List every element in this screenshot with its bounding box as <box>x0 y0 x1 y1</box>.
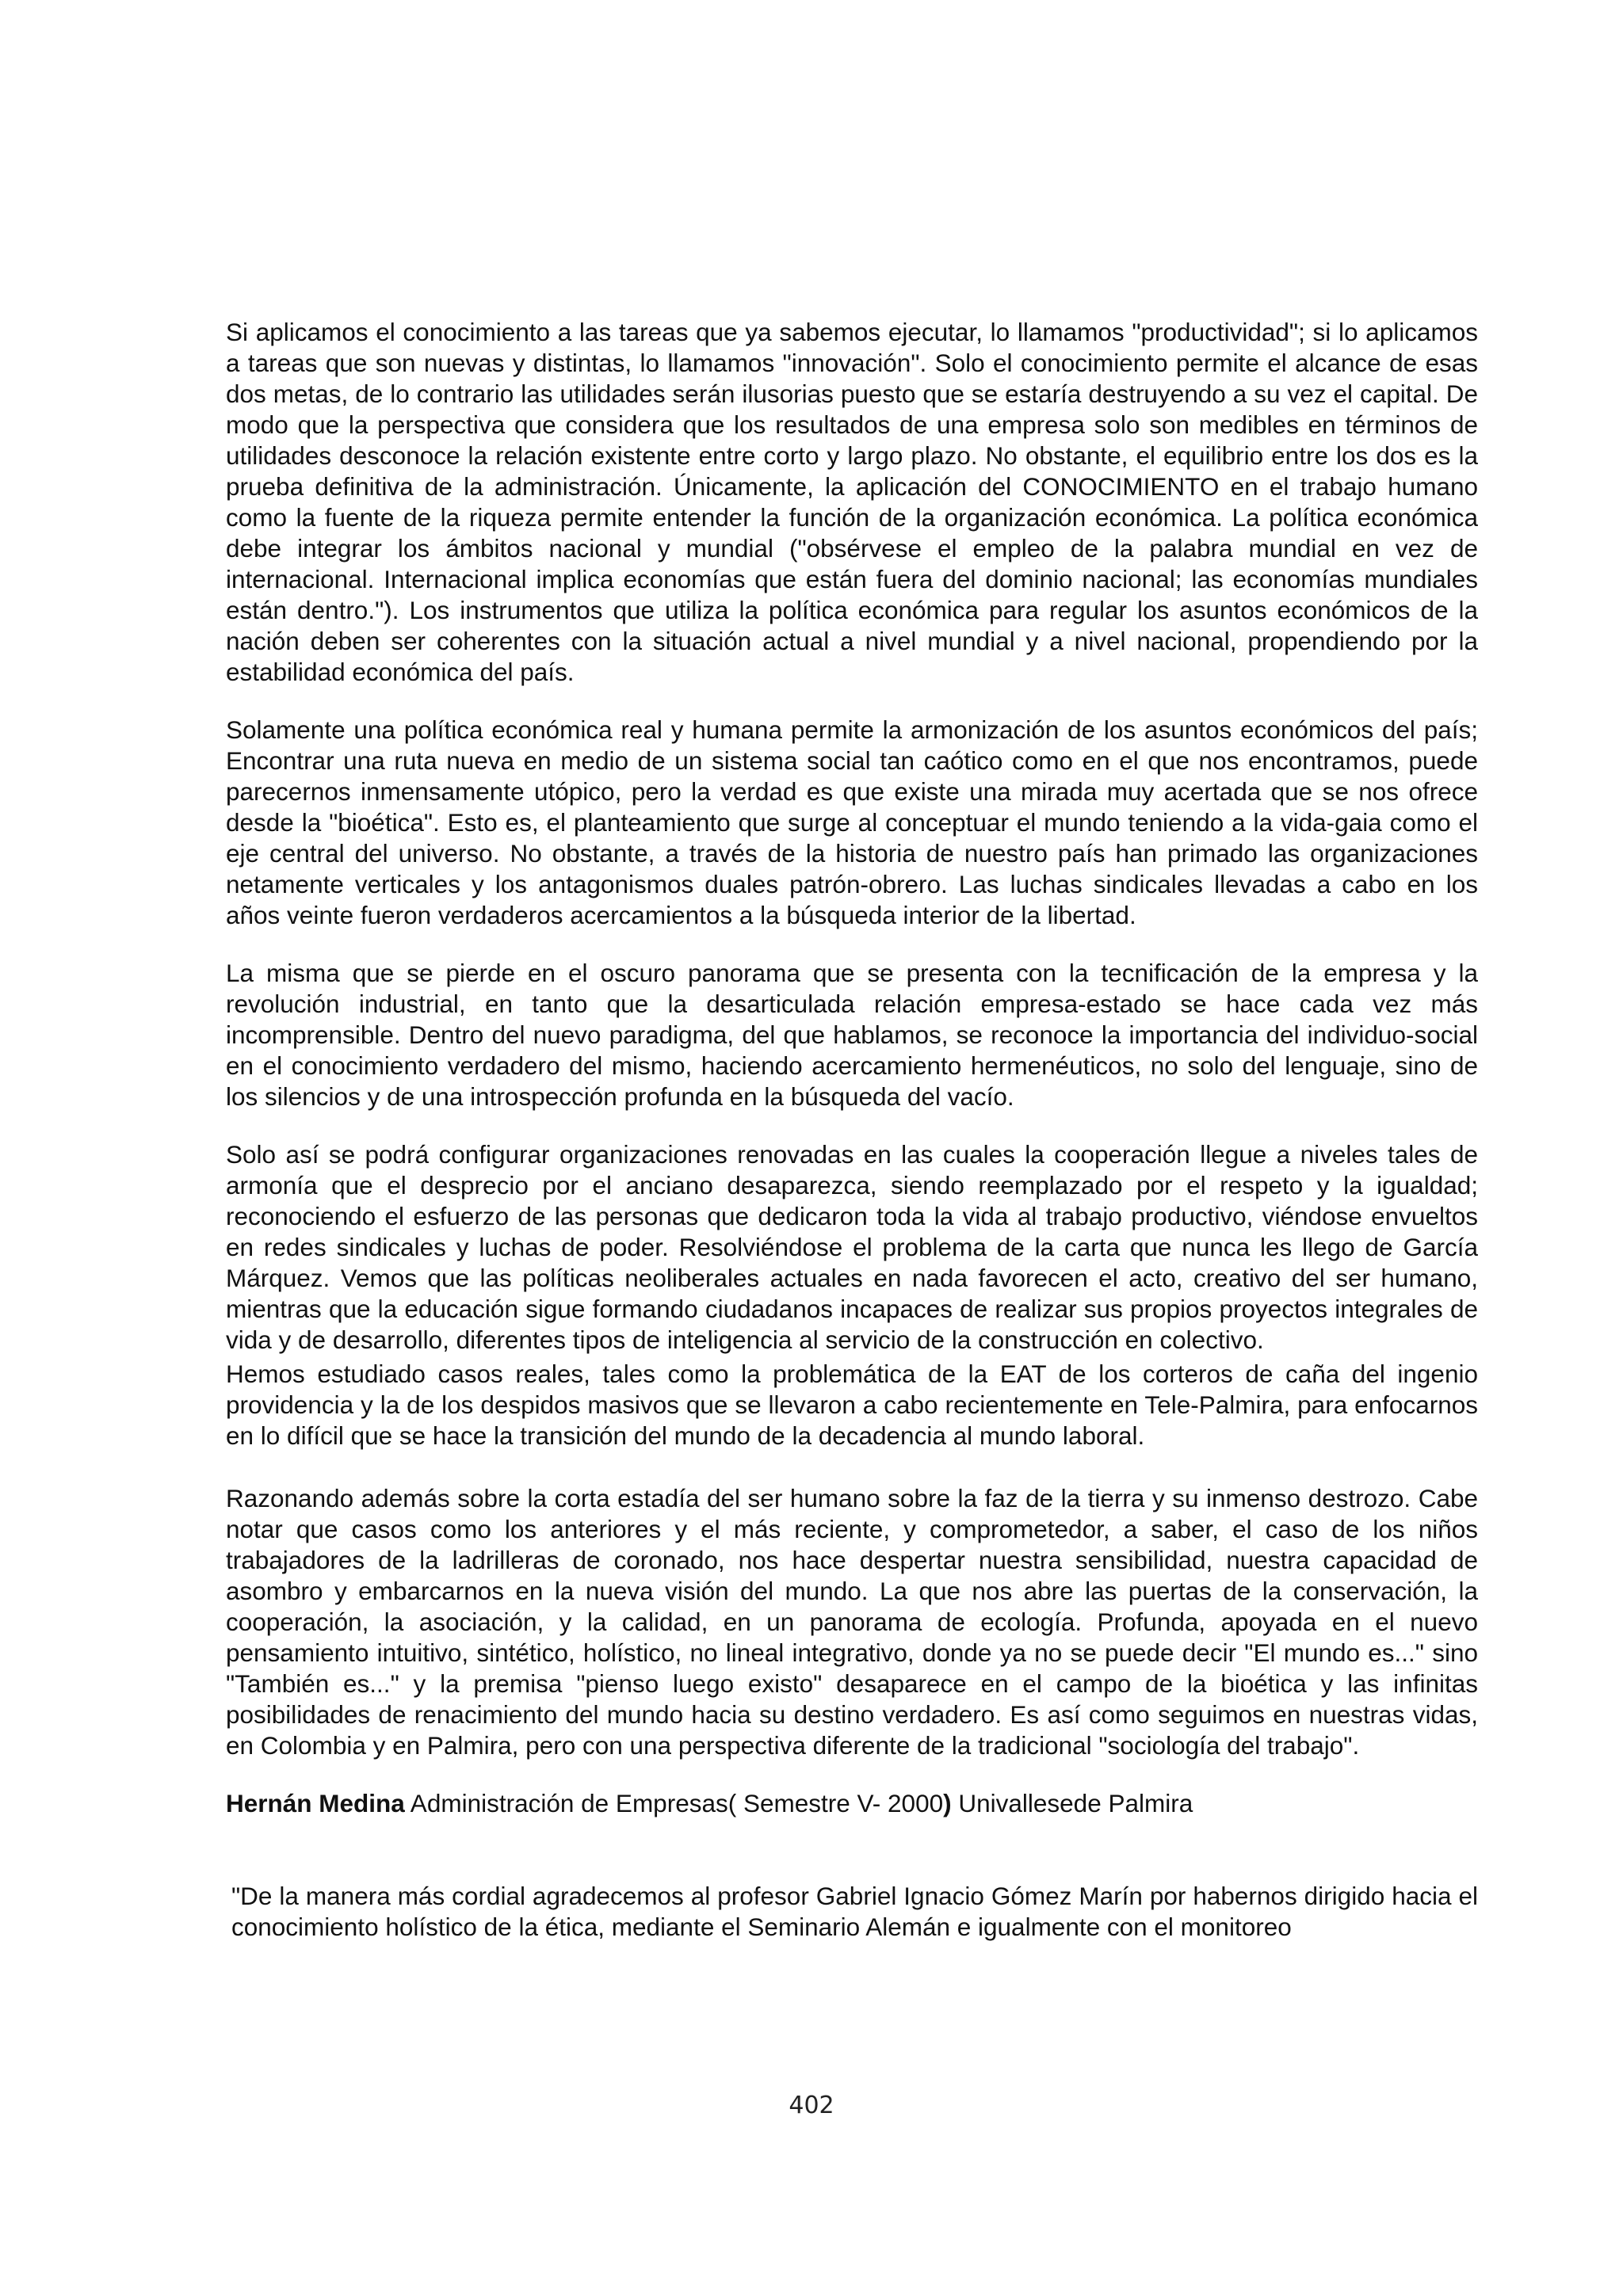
author-name: Hernán Medina <box>226 1789 405 1817</box>
page-number: 402 <box>789 2092 834 2119</box>
paragraph-bioethics: Solamente una política económica real y humana permite la armonización de los asuntos económicos del país; Encontrar una ruta nueva en medio de un sistema social tan caótico como en el que nos encontramos, puede parecernos inmensamente utópico, pero la verdad es que existe una mirada muy acertada que se nos ofrece desde la "bioética". Esto es, el planteamiento que surge al conceptuar el mundo teniendo a la vida-gaia como el eje central del universo. No obstante, a través de la historia de nuestro país han primado las organizaciones netamente verticales y los antagonismos duales patrón-obrero. Las luchas sindicales llevadas a cabo en los años veinte fueron verdaderos acercamientos a la búsqueda interior de la libertad. <box>226 715 1478 929</box>
author-signature <box>226 1788 1478 1819</box>
author-program: Administración de Empresas( Semestre V- 2000 <box>404 1789 944 1817</box>
author-program-paren: ) <box>943 1789 952 1817</box>
body-text <box>226 317 1478 1943</box>
paragraph-case-studies: Hemos estudiado casos reales, tales como la problemática de la EAT de los corteros de caña del ingenio providencia y la de los despidos masivos que se llevaron a cabo recientemente en Tele-Palmira, para enfocarnos en lo difícil que se hace la transición del mundo de la decadencia al mundo laboral. <box>226 1360 1478 1450</box>
author-institution: Univallesede Palmira <box>951 1789 1193 1817</box>
paragraph-reasoning: Razonando además sobre la corta estadía del ser humano sobre la faz de la tierra y su inmenso destrozo. Cabe notar que casos como los anteriores y el más reciente, y comprometedor, a saber, el caso de los niños trabajadores de la ladrilleras de coronado, nos hace despertar nuestra sensibilidad, nuestra capacidad de asombro y embarcarnos en la nueva visión del mundo. La que nos abre las puertas de la conservación, la cooperación, la asociación, y la calidad, en un panorama de ecología. Profunda, apoyada en el nuevo pensamiento intuitivo, sintético, holístico, no lineal integrativo, donde ya no se puede decir "El mundo es..." sino "También es..." y la premisa "pienso luego existo" desaparece en el campo de la bioética y las infinitas posibilidades de renacimiento del mundo hacia su destino verdadero. Es así como seguimos en nuestras vidas, en Colombia y en Palmira, pero con una perspectiva diferente de la tradicional "sociología del trabajo". <box>226 1484 1478 1760</box>
acknowledgement-quote: "De la manera más cordial agradecemos al profesor Gabriel Ignacio Gómez Marín por habernos dirigido hacia el conocimiento holístico de la ética, mediante el Seminario Alemán e igualmente con el monitoreo <box>231 1882 1478 1941</box>
paragraph-organizations: Solo así se podrá configurar organizaciones renovadas en las cuales la cooperación llegue a niveles tales de armonía que el desprecio por el anciano desaparezca, siendo reemplazado por el respeto y la igualdad; reconociendo el esfuerzo de las personas que dedicaron toda la vida al trabajo productivo, viéndose envueltos en redes sindicales y luchas de poder. Resolviéndose el problema de la carta que nunca les llego de García Márquez. Vemos que las políticas neoliberales actuales en nada favorecen el acto, creativo del ser humano, mientras que la educación sigue formando ciudadanos incapaces de realizar sus propios proyectos integrales de vida y de desarrollo, diferentes tipos de inteligencia al servicio de la construcción en colectivo. <box>226 1140 1478 1354</box>
paragraph-paradigm: La misma que se pierde en el oscuro panorama que se presenta con la tecnificación de la empresa y la revolución industrial, en tanto que la desarticulada relación empresa-estado se hace cada vez más incomprensible. Dentro del nuevo paradigma, del que hablamos, se reconoce la importancia del individuo-social en el conocimiento verdadero del mismo, haciendo acercamiento hermenéuticos, no solo del lenguaje, sino de los silencios y de una introspección profunda en la búsqueda del vacío. <box>226 959 1478 1111</box>
paragraph-productivity: Si aplicamos el conocimiento a las tareas que ya sabemos ejecutar, lo llamamos "productividad"; si lo aplicamos a tareas que son nuevas y distintas, lo llamamos "innovación". Solo el conocimiento permite el alcance de esas dos metas, de lo contrario las utilidades serán ilusorias puesto que se estaría destruyendo a su vez el capital. De modo que la perspectiva que considera que los resultados de una empresa solo son medibles en términos de utilidades desconoce la relación existente entre corto y largo plazo. No obstante, el equilibrio entre los dos es la prueba definitiva de la administración. Únicamente, la aplicación del CONOCIMIENTO en el trabajo humano como la fuente de la riqueza permite entender la función de la organización económica. La política económica debe integrar los ámbitos nacional y mundial ("obsérvese el empleo de la palabra mundial en vez de internacional. Internacional implica economías que están fuera del dominio nacional; las economías mundiales están dentro."). Los instrumentos que utiliza la política económica para regular los asuntos económicos de la nación deben ser coherentes con la situación actual a nivel mundial y a nivel nacional, propendiendo por la estabilidad económica del país. <box>226 318 1478 686</box>
